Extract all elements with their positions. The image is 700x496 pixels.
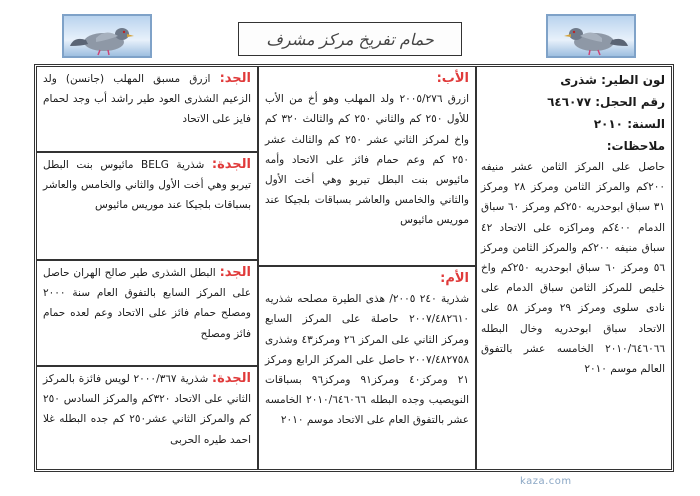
notes-text: حاصل على المركز الثامن عشر منيفه ٢٠٠كم والمركز الثامن ومركز ٢٨ ومركز ٣١ سباق ابوحدريه ٢٥٠كم ومركز ٦٠ سباق الدمام ٤٠٠كم ومراكزه على الاتحاد ٤٢ سباق منيفه ٢٠٠كم والمركز الثامن ومركز ٥٦ ومركز ٦٠ سباق ابوحدريه ٢٥٠كم واخ خليص للمركز الثامن سباق الدمام على نادى سلوى ومركز ٢٩ ومركز ٥٨ على الاتحاد سباق ابوحدريه وخال البطله ٢٠١٠/٦٤٦٠٦٦ الخامسه عشر بالتفوق العالم موسم ٢٠١٠	[481, 161, 665, 376]
bird-ring	[481, 91, 665, 113]
watermark: kaza.com	[520, 476, 572, 487]
maternal-grandmother-section	[37, 367, 257, 469]
bird-color-label: لون الطير:	[601, 73, 665, 87]
maternal-grandfather-section	[37, 261, 257, 367]
paternal-grandfather-text: ازرق مسبق المهلب (جانسن) ولد الزعيم الشذرى العود طير راشد أب وجد لحمام فايز على الاتحاد	[43, 73, 251, 126]
notes-label: ملاحظات:	[606, 139, 665, 153]
father-text: ازرق ٢٠٠٥/٢٧٦ ولد المهلب وهو أخ من الأب للأول ٢٥٠ كم والثاني ٢٥٠ كم والثالث ٣٢٠ كم واخ لمركز الثاني عشر ٢٥٠ كم والثالث عشر ٢٥٠ كم وعم حمام فائز على الاتحاد وأمه مائيوس بنت البطل تيربو وهي أخت الأول والثاني والخامس والعاشر بسباقات بلجيكا عند موريس مائيوس	[265, 93, 469, 227]
bird-info-column	[477, 67, 671, 469]
mother-label: الأم:	[440, 271, 469, 286]
mother-text: شذرية ٢٤٠ ٢٠٠٥/ هذى الطيرة مصلحه شذريه ٢٠٠٧/٤٨٢٦١٠ حاصلة على المركز السابع ومركز الثاني على المركز ٢٦ ومركز٤٣ وشذرى ٢٠٠٧/٤٨٢٧٥٨ حاصل على المركز الرابع ومركز ٢١ ومركز٤٠ ومركز٩١ ومركز٩٦ بسباقات النويصيب وجده البطله ٢٠١٠/٦٤٦٠٦٦ الخامسه عشر بالتفوق العام على الاتحاد موسم ٢٠١٠	[265, 293, 469, 427]
maternal-grandfather-label: الجد:	[219, 265, 252, 280]
pigeon-icon	[548, 16, 634, 56]
father-section	[259, 67, 475, 267]
paternal-grandmother-text: شذرية BELG مائيوس بنت البطل تيربو وهي أخت الأول والثاني والخامس والعاشر بسباقات بلجيكا عند موريس مائيوس	[43, 159, 251, 212]
mother-section	[259, 267, 475, 469]
page-header	[0, 0, 700, 62]
pigeon-image-left	[62, 14, 152, 58]
pedigree-frame	[34, 64, 674, 472]
father-label: الأب:	[436, 71, 469, 86]
bird-color-value: شذرى	[560, 73, 597, 87]
maternal-grandmother-label: الجدة:	[211, 371, 252, 386]
bird-year	[481, 113, 665, 135]
bird-ring-value: ٦٤٦٠٧٧	[547, 95, 592, 109]
maternal-grandfather-text: البطل الشذرى طير صالح الهران حاصل على المركز السابع بالتفوق العام سنة ٢٠٠٠ ومصلح حمام فائز على الاتحاد وعم لعده حمام فائز ومصلح	[43, 267, 251, 340]
pigeon-icon	[64, 16, 150, 56]
bird-color	[481, 69, 665, 91]
paternal-grandmother-section	[37, 153, 257, 261]
paternal-grandmother-label: الجدة:	[211, 157, 251, 172]
bird-year-value: ٢٠١٠	[593, 117, 623, 131]
page-title: حمام تفريخ مركز مشرف	[238, 22, 462, 56]
bird-ring-label: رقم الحجل:	[595, 95, 665, 109]
grandparents-column	[37, 67, 257, 469]
bird-year-label: السنة:	[627, 117, 665, 131]
maternal-grandmother-text: شذرية ٢٠٠٠/٣٦٧ لويس فائزة بالمركز الثاني على الاتحاد ٣٢٠كم والمركز السادس ٢٥٠ كم والمركز الثاني عشر٢٥٠ كم جده البطله غلا احمد طيره الحربى	[43, 373, 251, 446]
pigeon-image-right	[546, 14, 636, 58]
paternal-grandfather-label: الجد:	[219, 71, 251, 86]
parents-column	[257, 67, 477, 469]
paternal-grandfather-section	[37, 67, 257, 153]
